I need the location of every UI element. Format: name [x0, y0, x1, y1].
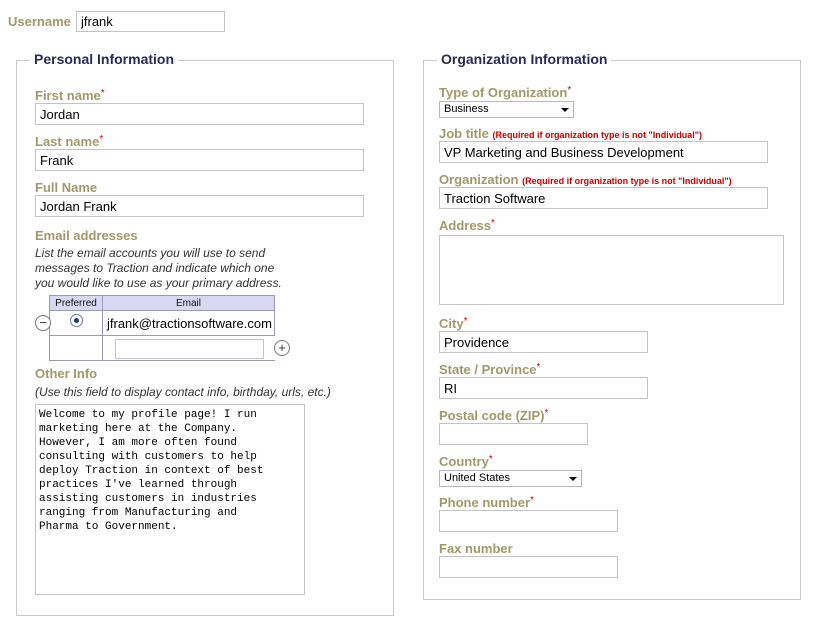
first-name-label: First name* — [35, 88, 105, 103]
organization-label: Organization (Required if organization type is not "Individual") — [439, 172, 732, 187]
username-label: Username — [8, 14, 71, 29]
remove-email-button[interactable]: − — [35, 315, 51, 331]
email-hint-line: messages to Traction and indicate which one — [35, 261, 275, 275]
postal-code-label: Postal code (ZIP)* — [439, 408, 549, 423]
country-select[interactable] — [439, 470, 582, 487]
address-label: Address* — [439, 218, 495, 233]
address-textarea[interactable] — [439, 235, 784, 305]
username-field[interactable] — [76, 11, 225, 32]
job-title-label: Job title (Required if organization type is not "Individual") — [439, 126, 703, 141]
email-row — [50, 311, 275, 336]
phone-number-label: Phone number* — [439, 495, 534, 510]
country-value: United States — [444, 472, 511, 484]
preferred-cell — [50, 311, 103, 336]
phone-number-field[interactable] — [439, 510, 618, 532]
postal-code-field[interactable] — [439, 423, 588, 445]
fax-number-label: Fax number — [439, 541, 513, 556]
preferred-column-header: Preferred — [50, 296, 103, 311]
last-name-field[interactable] — [35, 149, 364, 171]
first-name-field[interactable] — [35, 103, 364, 125]
personal-information-legend: Personal Information — [30, 51, 178, 67]
type-of-organization-label: Type of Organization* — [439, 85, 572, 100]
email-hint-line: you would like to use as your primary address. — [35, 276, 282, 290]
chevron-down-icon — [569, 477, 577, 481]
email-column-header: Email — [103, 296, 275, 311]
preferred-radio[interactable] — [70, 314, 83, 327]
fax-number-field[interactable] — [439, 556, 618, 578]
new-email-input[interactable] — [115, 339, 264, 359]
email-table — [49, 295, 275, 361]
city-field[interactable] — [439, 331, 648, 353]
state-province-field[interactable] — [439, 377, 648, 399]
organization-information-legend: Organization Information — [437, 51, 611, 67]
chevron-down-icon — [561, 108, 569, 112]
last-name-label: Last name* — [35, 134, 104, 149]
other-info-textarea[interactable] — [35, 404, 305, 595]
new-email-row — [50, 336, 275, 361]
organization-type-select[interactable] — [439, 101, 574, 118]
state-province-label: State / Province* — [439, 362, 541, 377]
new-email-cell — [103, 336, 275, 361]
job-title-field[interactable] — [439, 141, 768, 163]
full-name-field[interactable] — [35, 195, 364, 217]
email-hint-line: List the email accounts you will use to send — [35, 246, 266, 260]
city-label: City* — [439, 316, 468, 331]
full-name-label: Full Name — [35, 180, 98, 195]
organization-field[interactable] — [439, 187, 768, 209]
email-cell: jfrank@tractionsoftware.com — [103, 311, 275, 336]
organization-type-value: Business — [444, 103, 489, 115]
other-info-hint: (Use this field to display contact info, birthday, urls, etc.) — [35, 385, 331, 399]
new-preferred-cell — [50, 336, 103, 361]
email-hint — [35, 246, 335, 291]
country-label: Country* — [439, 454, 493, 469]
email-addresses-label: Email addresses — [35, 228, 138, 243]
other-info-label: Other Info — [35, 366, 98, 381]
add-email-button[interactable]: + — [274, 340, 290, 356]
